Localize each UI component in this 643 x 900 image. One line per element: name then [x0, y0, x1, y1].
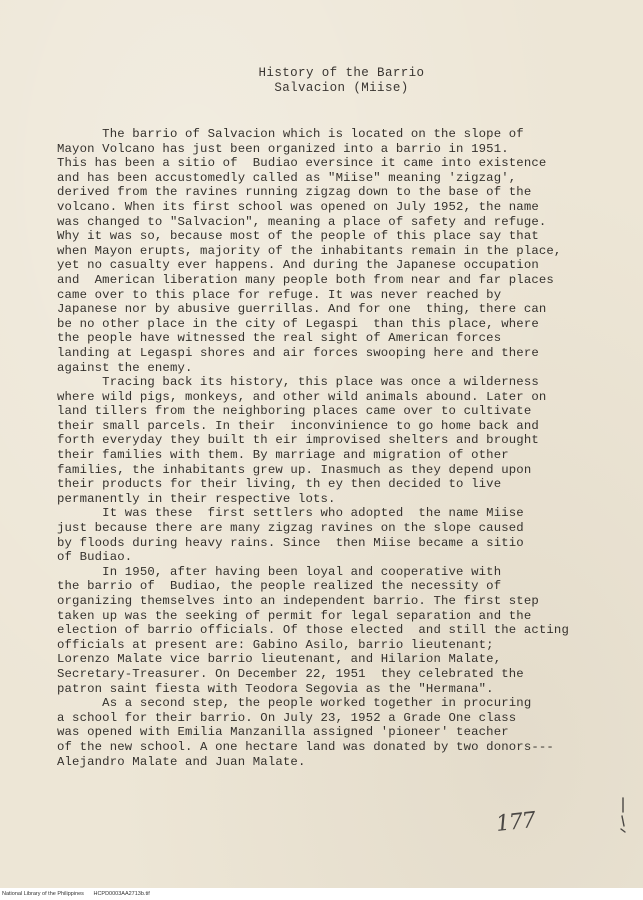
- body-line: by floods during heavy rains. Since then Miise became a sitio: [57, 535, 524, 550]
- body-line: In 1950, after having been loyal and cooperative with: [57, 564, 502, 579]
- body-line: taken up was the seeking of permit for legal separation and the: [57, 608, 532, 623]
- margin-tick-mark-icon: [617, 796, 629, 834]
- body-line: where wild pigs, monkeys, and other wild animals abound. Later on: [57, 389, 547, 404]
- body-line: Japanese nor by abusive guerrillas. And for one thing, there can: [57, 302, 547, 317]
- body-line: the barrio of Budiao, the people realized the necessity of: [57, 579, 502, 594]
- body-line: Alejandro Malate and Juan Malate.: [57, 754, 306, 769]
- body-line: families, the inhabitants grew up. Inasmuch as they depend upon: [57, 462, 532, 477]
- document-title: [0, 66, 643, 96]
- body-line: landing at Legaspi shores and air forces swooping here and there: [57, 345, 539, 360]
- body-line: Mayon Volcano has just been organized into a barrio in 1951.: [57, 141, 509, 156]
- body-line: was changed to "Salvacion", meaning a place of safety and refuge.: [57, 214, 547, 229]
- footer-file-name: HCPD0003AA2713b.tif: [93, 891, 150, 897]
- body-line: of the new school. A one hectare land was donated by two donors---: [57, 739, 554, 754]
- body-line: patron saint fiesta with Teodora Segovia as the "Hermana".: [57, 681, 494, 696]
- body-line: This has been a sitio of Budiao eversince it came into existence: [57, 156, 547, 171]
- body-line: was opened with Emilia Manzanilla assigned 'pioneer' teacher: [57, 725, 509, 740]
- body-line: permanently in their respective lots.: [57, 491, 336, 506]
- body-line: As a second step, the people worked together in procuring: [57, 696, 532, 711]
- body-line: Lorenzo Malate vice barrio lieutenant, and Hilarion Malate,: [57, 652, 502, 667]
- body-line: Why it was so, because most of the people of this place say that: [57, 229, 539, 244]
- body-line: and has been accustomedly called as "Miise" meaning 'zigzag',: [57, 170, 517, 185]
- body-line: Tracing back its history, this place was once a wilderness: [57, 375, 539, 390]
- body-line: organizing themselves into an independent barrio. The first step: [57, 594, 539, 608]
- body-line: and American liberation many people both from near and far places: [57, 272, 554, 287]
- body-line: their small parcels. In their inconvinience to go home back and: [57, 418, 539, 433]
- body-line: volcano. When its first school was opened on July 1952, the name: [57, 199, 539, 214]
- body-line: election of barrio officials. Of those elected and still the acting: [57, 623, 569, 638]
- body-line: just because there are many zigzag ravines on the slope caused: [57, 521, 524, 536]
- body-line: of Budiao.: [57, 550, 133, 565]
- body-line: land tillers from the neighboring places came over to cultivate: [57, 404, 532, 419]
- body-line: came over to this place for refuge. It was never reached by: [57, 287, 502, 302]
- body-line: against the enemy.: [57, 360, 193, 375]
- body-line: be no other place in the city of Legaspi than this place, where: [57, 316, 539, 331]
- title-line-2: Salvacion (Miise): [274, 81, 409, 95]
- body-line: It was these first settlers who adopted the name Miise: [57, 506, 524, 521]
- body-line: the people have witnessed the real sight of American forces: [57, 331, 502, 346]
- handwritten-page-number: 177: [494, 808, 537, 837]
- scan-footer: [0, 888, 643, 900]
- document-body: [57, 127, 617, 769]
- body-line: yet no casualty ever happens. And during the Japanese occupation: [57, 258, 539, 273]
- body-line: a school for their barrio. On July 23, 1952 a Grade One class: [57, 710, 517, 725]
- body-line: The barrio of Salvacion which is located on the slope of: [57, 127, 524, 141]
- body-line: their products for their living, th ey then decided to live: [57, 477, 502, 492]
- body-line: Secretary-Treasurer. On December 22, 1951 they celebrated the: [57, 666, 524, 681]
- title-line-1: History of the Barrio: [258, 66, 425, 80]
- body-line: derived from the ravines running zigzag down to the base of the: [57, 185, 532, 200]
- body-line: forth everyday they built th eir improvised shelters and brought: [57, 433, 539, 448]
- body-line: officials at present are: Gabino Asilo, barrio lieutenant;: [57, 637, 494, 652]
- footer-library-name: National Library of the Philippines: [2, 891, 84, 897]
- body-line: when Mayon erupts, majority of the inhabitants remain in the place,: [57, 243, 562, 258]
- body-line: their families with them. By marriage and migration of other: [57, 448, 509, 463]
